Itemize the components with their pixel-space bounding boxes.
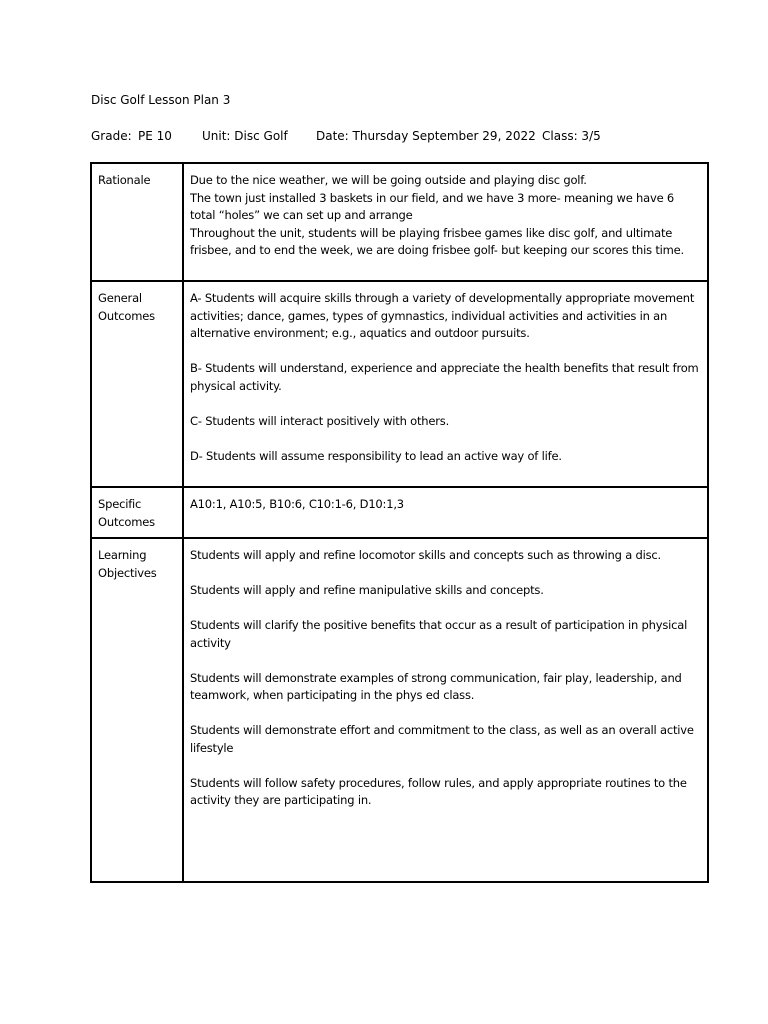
objective-paragraph: Students will demonstrate examples of strong communication, fair play, leadership, and teamwork, when participating in the phys ed class. [190,670,682,702]
grade-value: PE 10 [138,129,172,143]
date-field: Date: Thursday September 29, 2022 [316,129,536,143]
objective-paragraph: Students will apply and refine manipulative skills and concepts. [190,583,544,597]
table-row-general-outcomes [91,281,708,487]
outcome-paragraph: C- Students will interact positively with others. [190,413,450,428]
rationale-line: Due to the nice weather, we will be going outside and playing disc golf. [190,173,587,187]
rationale-line: Throughout the unit, students will be playing frisbee games like disc golf, and ultimate frisbee, and to end the week, we are doing frisbee golf- but keeping our scores this time. [190,225,685,257]
row-label-rationale: Rationale [91,163,183,281]
class-field: Class: 3/5 [542,129,601,143]
rationale-content [183,163,708,281]
table-row-learning-objectives [91,538,708,882]
row-label-general-outcomes: General Outcomes [91,281,183,487]
table-row-specific-outcomes [91,487,708,538]
grade-label: Grade: [91,129,132,143]
outcome-paragraph: B- Students will understand, experience and appreciate the health benefits that result from physical activity. [190,361,699,393]
lesson-plan-table [90,162,709,883]
objective-paragraph: Students will follow safety procedures, follow rules, and apply appropriate routines to the activity they are participating in. [190,775,687,807]
general-outcomes-content [183,281,708,487]
objective-paragraph: Students will demonstrate effort and commitment to the class, as well as an overall active lifestyle [190,723,694,755]
rationale-line: The town just installed 3 baskets in our field, and we have 3 more- meaning we have 6 total “holes” we can set up and arrange [190,190,675,222]
objective-paragraph: Students will clarify the positive benefits that occur as a result of participation in physical activity [190,618,688,650]
specific-outcomes-content: A10:1, A10:5, B10:6, C10:1-6, D10:1,3 [183,487,708,538]
row-label-specific-outcomes: Specific Outcomes [91,487,183,538]
table-row-rationale [91,163,708,281]
outcome-paragraph: A- Students will acquire skills through a variety of developmentally appropriate movement activities; dance, games, types of gymnastics, individual activities and activities in an alternative environment; e.g., aquatics and outdoor pursuits. [190,291,695,340]
row-label-learning-objectives: Learning Objectives [91,538,183,882]
document-title: Disc Golf Lesson Plan 3 [91,93,231,107]
learning-objectives-content [183,538,708,882]
outcome-paragraph: D- Students will assume responsibility to lead an active way of life. [190,448,562,463]
unit-field: Unit: Disc Golf [202,129,288,143]
objective-paragraph: Students will apply and refine locomotor skills and concepts such as throwing a disc. [190,548,661,562]
